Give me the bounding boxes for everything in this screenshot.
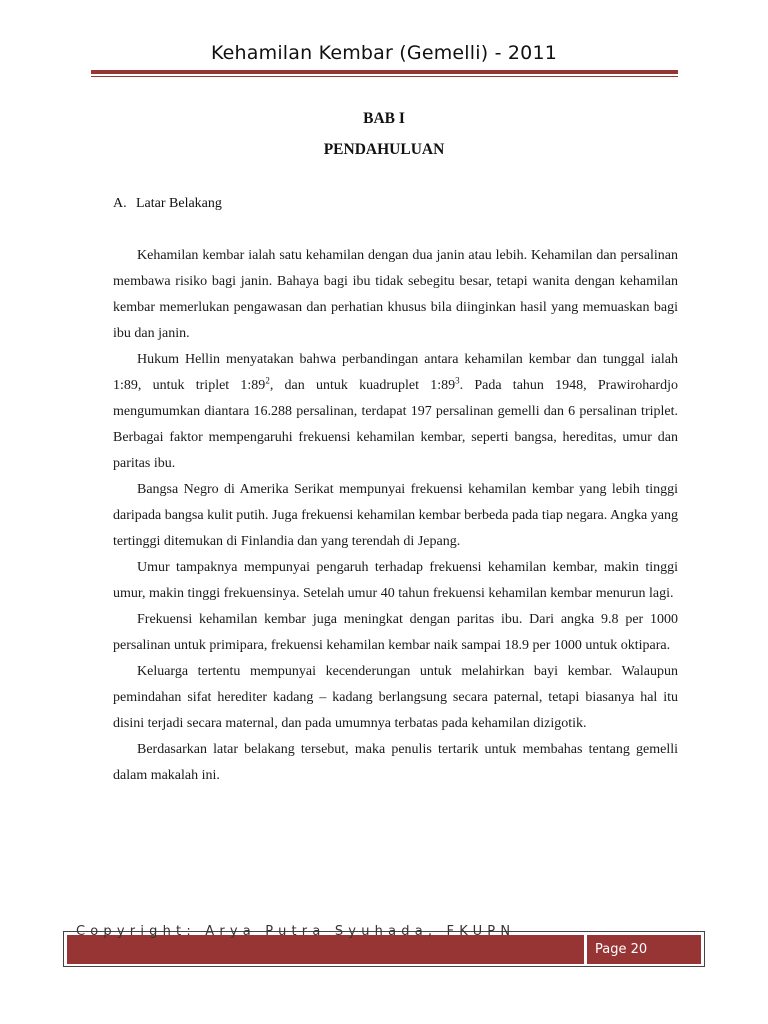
page-header-title: Kehamilan Kembar (Gemelli) - 2011	[210, 42, 558, 64]
section-title: Latar Belakang	[136, 196, 222, 211]
paragraph-7: Berdasarkan latar belakang tersebut, maka penulis tertarik untuk membahas tentang gemelli dalam makalah ini.	[113, 742, 678, 783]
paragraph-2	[113, 347, 678, 477]
paragraph-6: Keluarga tertentu mempunyai kecenderungan untuk melahirkan bayi kembar. Walaupun pemindahan sifat herediter kadang – kadang berlangsung secara paternal, tetapi biasanya hal itu disini terjadi secara maternal, dan pada umumnya terbatas pada kehamilan dizigotik.	[113, 664, 678, 731]
footer-bar	[67, 935, 584, 964]
page-number: Page 20	[587, 935, 701, 964]
paragraph-3: Bangsa Negro di Amerika Serikat mempunyai frekuensi kehamilan kembar yang lebih tinggi daripada bangsa kulit putih. Juga frekuensi kehamilan kembar berbeda pada tiap negara. Angka yang tertinggi ditemukan di Finlandia dan yang terendah di Jepang.	[113, 482, 678, 549]
footer-copyright: Copyright: Arya Putra Syuhada, FKUPN	[76, 924, 516, 939]
paragraph-2-part-b: , dan untuk kuadruplet 1:89	[269, 378, 456, 393]
section-number: A.	[113, 196, 127, 211]
paragraph-1: Kehamilan kembar ialah satu kehamilan dengan dua janin atau lebih. Kehamilan dan persalinan membawa risiko bagi janin. Bahaya bagi ibu tidak sebegitu besar, tetapi wanita dengan kehamilan kembar memerlukan pengawasan dan perhatian khusus bila diinginkan hasil yang memuaskan bagi ibu dan janin.	[113, 248, 678, 341]
paragraph-5: Frekuensi kehamilan kembar juga meningkat dengan paritas ibu. Dari angka 9.8 per 1000 persalinan untuk primipara, frekuensi kehamilan kembar naik sampai 18.9 per 1000 untuk oktipara.	[113, 612, 678, 653]
paragraph-2-part-a: Hukum Hellin menyatakan bahwa perbandingan antara kehamilan kembar dan tunggal ialah 1:89, untuk triplet 1:89	[113, 352, 678, 393]
superscript-3: 3	[455, 375, 460, 386]
section-heading	[113, 196, 222, 212]
chapter-title: PENDAHULUAN	[323, 141, 445, 158]
body-text	[113, 243, 678, 789]
header-rule-thick	[91, 70, 678, 74]
superscript-2: 2	[265, 375, 270, 386]
chapter-number: BAB I	[363, 110, 405, 127]
header-rule-thin	[91, 76, 678, 77]
paragraph-4: Umur tampaknya mempunyai pengaruh terhadap frekuensi kehamilan kembar, makin tinggi umur, makin tinggi frekuensinya. Setelah umur 40 tahun frekuensi kehamilan kembar menurun lagi.	[113, 560, 678, 601]
paragraph-2-part-c: . Pada tahun 1948, Prawirohardjo mengumumkan diantara 16.288 persalinan, terdapat 197 persalinan gemelli dan 6 persalinan triplet. Berbagai faktor mempengaruhi frekuensi kehamilan kembar, seperti bangsa, hereditas, umur dan paritas ibu.	[113, 378, 678, 471]
